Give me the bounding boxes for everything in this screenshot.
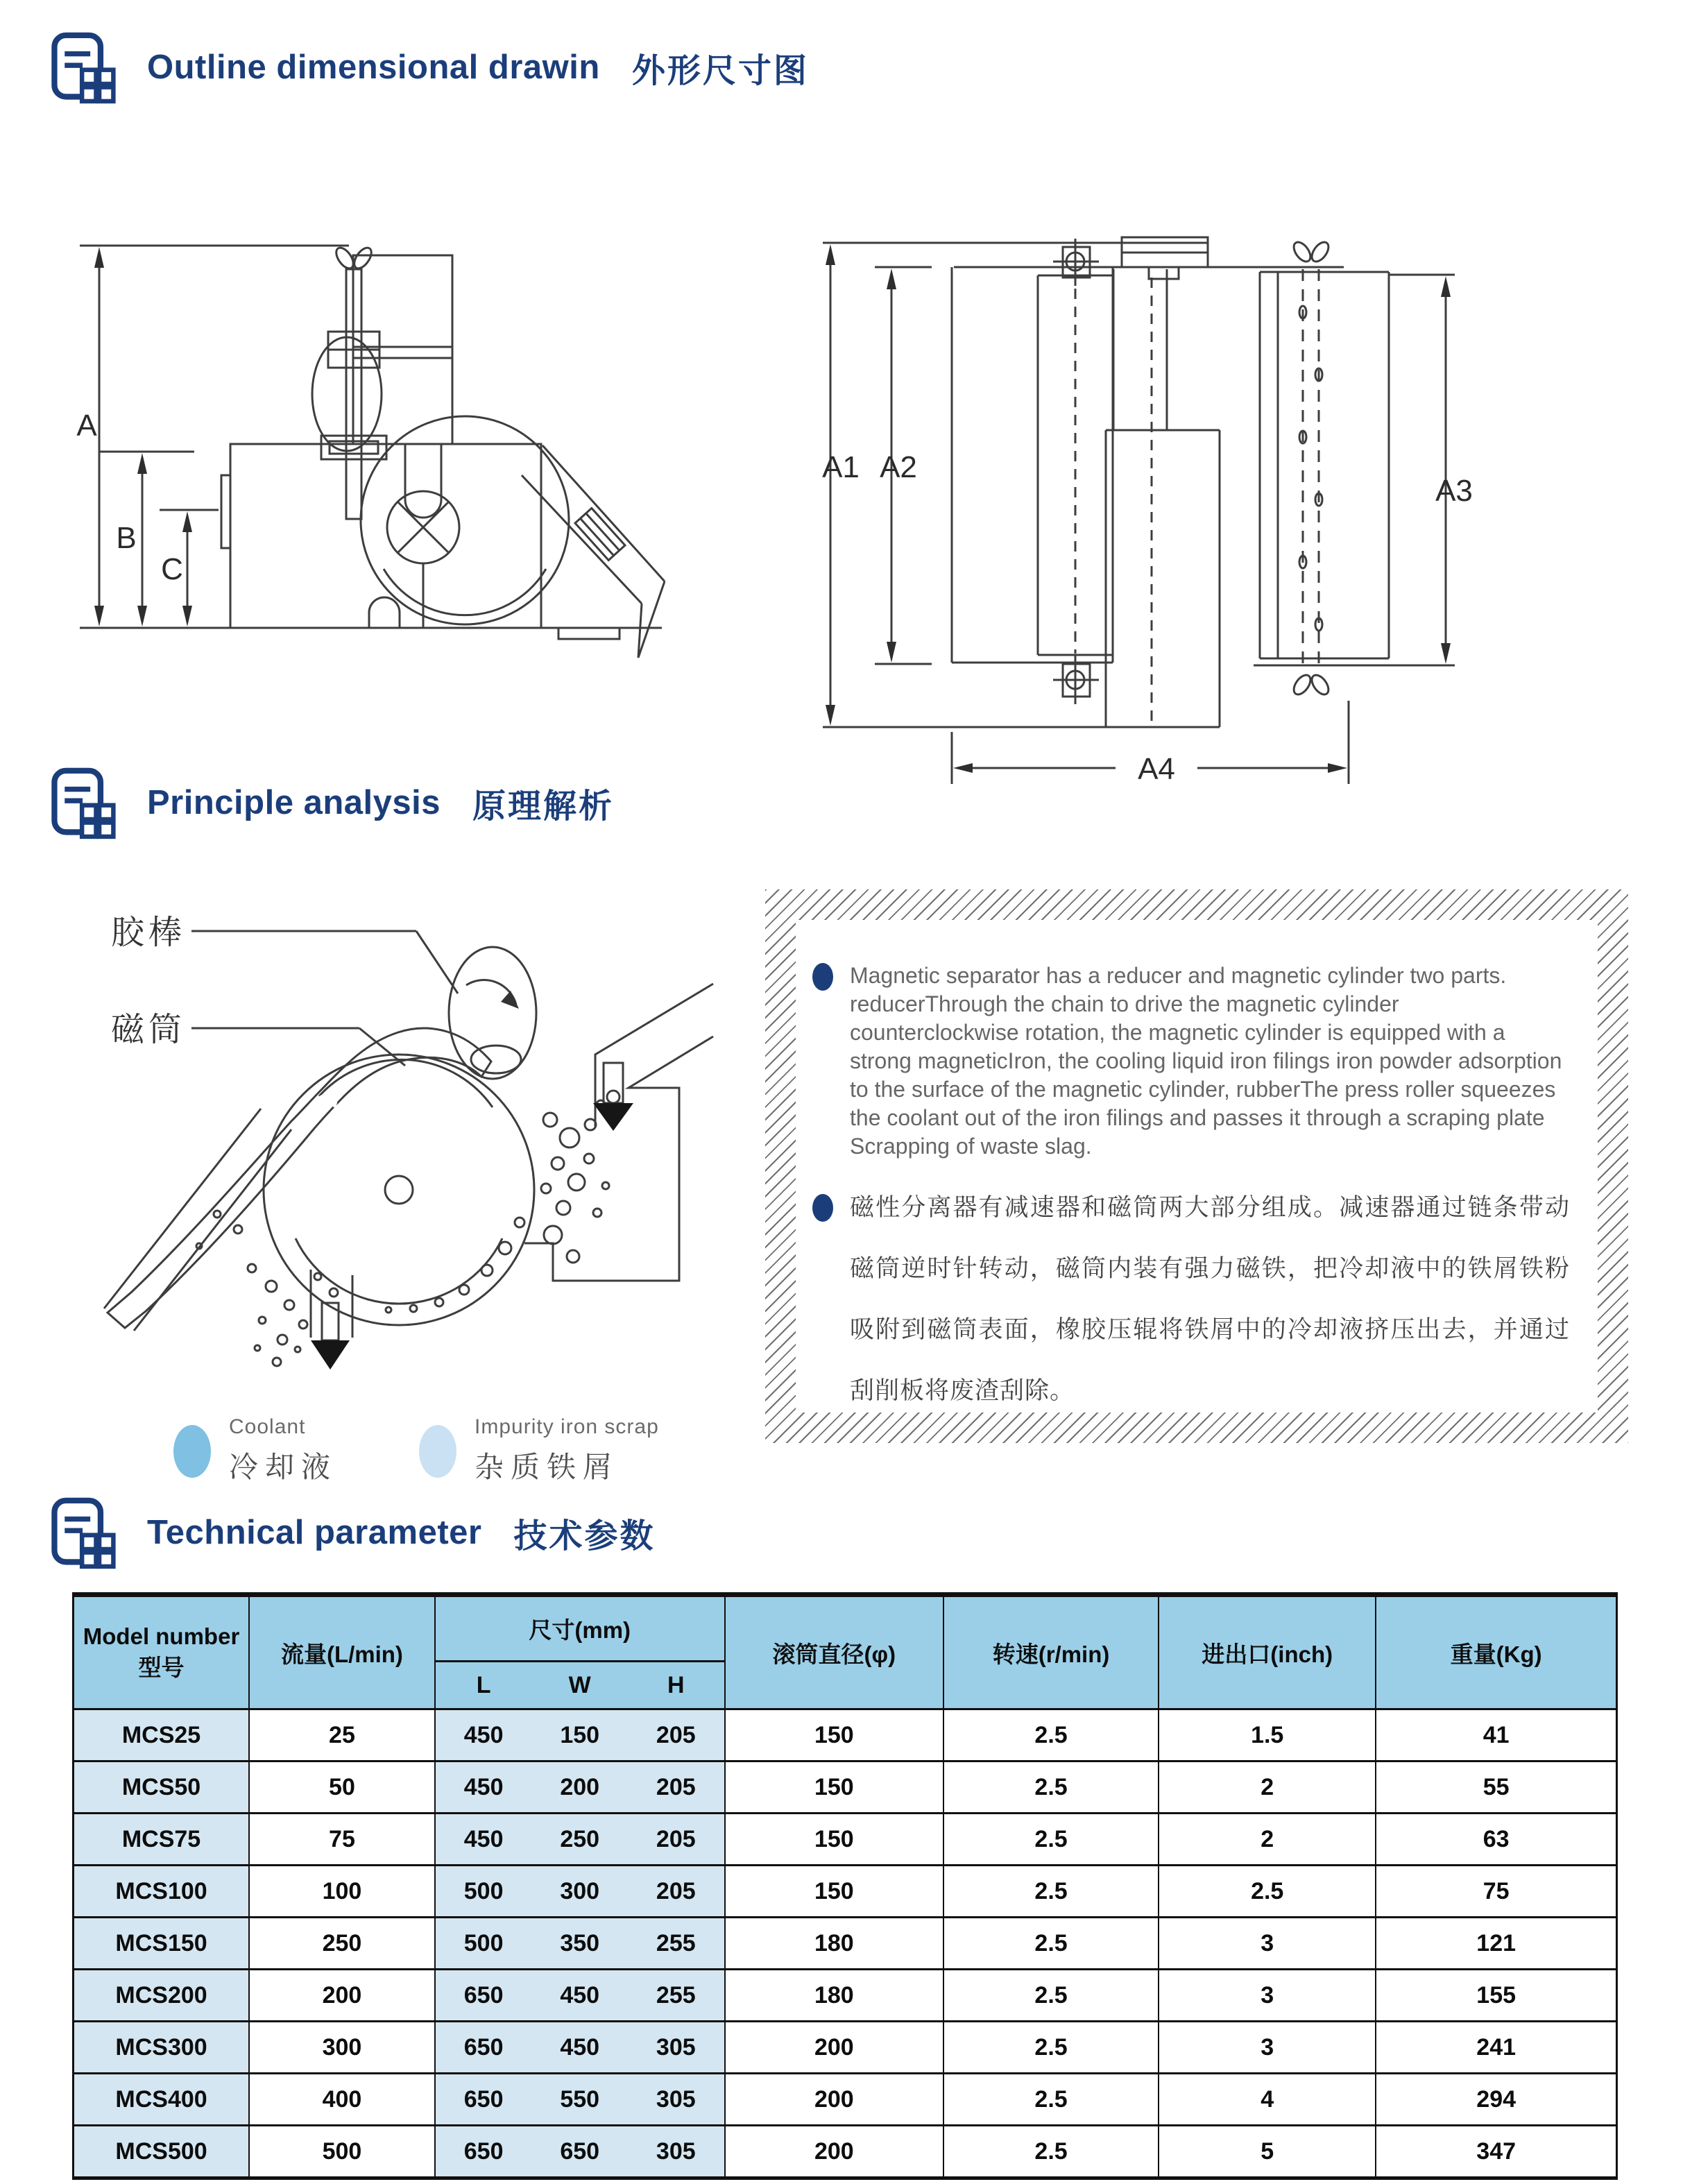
- cell-inlet: 2: [1158, 1814, 1375, 1864]
- legend-label-en: Impurity iron scrap: [475, 1415, 659, 1438]
- cell-weight: 241: [1375, 2022, 1616, 2072]
- table-row: [74, 1864, 1616, 1916]
- machine-front-body: [952, 237, 1401, 727]
- description-cn-row: [812, 1177, 1570, 1422]
- cell-size-l: 450: [463, 1825, 504, 1852]
- magnetic-drum-front: [1254, 272, 1401, 665]
- cell-size: [434, 1762, 724, 1812]
- dim-label-a3: A3: [1435, 474, 1473, 508]
- table-row: [74, 2124, 1616, 2176]
- cell-speed: 2.5: [943, 1814, 1158, 1864]
- dimension-C: [161, 511, 192, 626]
- cell-inlet: 5: [1158, 2126, 1375, 2176]
- header-model-cn: 型号: [138, 1655, 185, 1680]
- cell-size-w: 450: [560, 1981, 600, 2008]
- header-size-h: H: [667, 1671, 685, 1698]
- bullet-icon: [812, 1194, 833, 1222]
- magnetic-drum: [264, 1055, 534, 1325]
- cell-diameter: 200: [724, 2074, 943, 2124]
- cell-size-w: 300: [560, 1877, 600, 1904]
- table-row: [74, 1812, 1616, 1864]
- dimension-A2: [880, 268, 917, 663]
- cell-size: [434, 2022, 724, 2072]
- header-size-sub: [434, 1662, 724, 1708]
- dim-label-a1: A1: [822, 450, 860, 484]
- cell-size-w: 650: [560, 2138, 600, 2165]
- header-model-en: Model number: [83, 1623, 240, 1650]
- table-row: [74, 1708, 1616, 1760]
- dim-label-a: A: [76, 409, 97, 443]
- description-en-row: [812, 962, 1570, 1161]
- cell-size: [434, 2074, 724, 2124]
- cell-flow: 100: [248, 1866, 434, 1916]
- cell-flow: 25: [248, 1710, 434, 1760]
- impurity-dot-icon: [419, 1425, 456, 1478]
- cell-size: [434, 1710, 724, 1760]
- cell-flow: 250: [248, 1918, 434, 1968]
- cell-size-l: 650: [463, 2138, 504, 2165]
- cell-flow: 500: [248, 2126, 434, 2176]
- cell-model: MCS300: [74, 2022, 248, 2072]
- machine-side-body: [221, 245, 665, 658]
- front-view-dimensional-drawing: [791, 229, 1492, 784]
- header-model: [74, 1597, 248, 1708]
- callout-magnetic-drum: 磁筒: [111, 1012, 187, 1048]
- cell-size-w: 200: [560, 1773, 600, 1800]
- cell-size-h: 255: [656, 1981, 696, 2008]
- cell-size: [434, 2126, 724, 2176]
- technical-parameter-table: [72, 1592, 1618, 2180]
- bullet-icon: [812, 963, 833, 991]
- document-grid-icon: [50, 31, 117, 104]
- header-drum-diameter: 滚筒直径(φ): [724, 1597, 943, 1708]
- cell-model: MCS75: [74, 1814, 248, 1864]
- cell-model: MCS100: [74, 1866, 248, 1916]
- header-size-l: L: [476, 1671, 491, 1698]
- bolt-top: [1053, 239, 1099, 286]
- table-header: [74, 1597, 1616, 1708]
- legend-label-en: Coolant: [229, 1415, 306, 1438]
- cell-size-h: 305: [656, 2138, 696, 2165]
- chain-tensioner: [312, 245, 386, 519]
- cell-size: [434, 1814, 724, 1864]
- cell-speed: 2.5: [943, 1918, 1158, 1968]
- scraper-incline: [104, 1109, 261, 1308]
- wing-nut-icon: [1290, 239, 1313, 264]
- dim-label-c: C: [161, 552, 183, 586]
- cell-inlet: 2: [1158, 1762, 1375, 1812]
- cell-model: MCS25: [74, 1710, 248, 1760]
- section-header-principle: [50, 766, 614, 839]
- dim-label-b: B: [116, 521, 137, 555]
- cell-weight: 347: [1375, 2126, 1616, 2176]
- dimension-A: [76, 247, 104, 626]
- rubber-roller: [449, 947, 536, 1079]
- callout-rubber-roller: 胶棒: [111, 914, 187, 951]
- cell-diameter: 200: [724, 2022, 943, 2072]
- cell-size-h: 205: [656, 1721, 696, 1748]
- cell-inlet: 2.5: [1158, 1866, 1375, 1916]
- cell-size-h: 205: [656, 1877, 696, 1904]
- description-box-inner: [796, 920, 1598, 1413]
- cell-flow: 400: [248, 2074, 434, 2124]
- header-speed: 转速(r/min): [943, 1597, 1158, 1708]
- cell-speed: 2.5: [943, 1970, 1158, 2020]
- cell-size-l: 650: [463, 2085, 504, 2113]
- legend: [173, 1415, 659, 1486]
- drive-chain: [1290, 239, 1331, 697]
- cell-weight: 41: [1375, 1710, 1616, 1760]
- cell-size: [434, 1918, 724, 1968]
- cell-flow: 300: [248, 2022, 434, 2072]
- cell-inlet: 3: [1158, 1970, 1375, 2020]
- cell-size-h: 205: [656, 1773, 696, 1800]
- cell-diameter: 150: [724, 1710, 943, 1760]
- section-title-cn: 技术参数: [513, 1517, 656, 1555]
- cell-size-l: 650: [463, 1981, 504, 2008]
- cell-inlet: 4: [1158, 2074, 1375, 2124]
- cell-inlet: 1.5: [1158, 1710, 1375, 1760]
- drum-circle: [361, 416, 569, 624]
- cell-weight: 294: [1375, 2074, 1616, 2124]
- dim-label-a4: A4: [1138, 752, 1175, 784]
- cell-inlet: 3: [1158, 2022, 1375, 2072]
- cell-size-h: 305: [656, 2033, 696, 2061]
- dim-label-a2: A2: [880, 450, 917, 484]
- cell-size-h: 305: [656, 2085, 696, 2113]
- section-title-cn: 原理解析: [472, 787, 615, 825]
- cell-size-w: 550: [560, 2085, 600, 2113]
- cell-flow: 200: [248, 1970, 434, 2020]
- cell-size-l: 650: [463, 2033, 504, 2061]
- table-row: [74, 2020, 1616, 2072]
- legend-item-impurity: [419, 1415, 659, 1486]
- table-body: [74, 1708, 1616, 2176]
- table-row: [74, 1968, 1616, 2020]
- section-header-outline: [50, 31, 809, 104]
- cell-speed: 2.5: [943, 1762, 1158, 1812]
- cell-speed: 2.5: [943, 1866, 1158, 1916]
- table-row: [74, 2072, 1616, 2124]
- discharge-chute: [522, 445, 665, 658]
- cell-weight: 63: [1375, 1814, 1616, 1864]
- cell-model: MCS150: [74, 1918, 248, 1968]
- description-cn: 磁性分离器有减速器和磁筒两大部分组成。减速器通过链条带动磁筒逆时针转动，磁筒内装有强力磁铁，把冷却液中的铁屑铁粉吸附到磁筒表面，橡胶压辊将铁屑中的冷却液挤压出去，并通过刮削板将废渣刮除。: [850, 1194, 1570, 1404]
- cell-weight: 121: [1375, 1918, 1616, 1968]
- cell-diameter: 150: [724, 1814, 943, 1864]
- drum-axle: [385, 1176, 413, 1204]
- cell-diameter: 150: [724, 1762, 943, 1812]
- principle-diagram: [42, 888, 735, 1381]
- cell-speed: 2.5: [943, 2126, 1158, 2176]
- dimension-A4: [952, 701, 1349, 784]
- cell-inlet: 3: [1158, 1918, 1375, 1968]
- cell-size-w: 350: [560, 1929, 600, 1956]
- header-weight: 重量(Kg): [1375, 1597, 1616, 1708]
- table-row: [74, 1916, 1616, 1968]
- cell-size: [434, 1866, 724, 1916]
- cell-diameter: 180: [724, 1918, 943, 1968]
- legend-label-cn: 杂质铁屑: [475, 1451, 620, 1483]
- header-size: 尺寸(mm): [434, 1597, 724, 1662]
- cell-size-w: 450: [560, 2033, 600, 2061]
- section-title-en: Principle analysis: [147, 784, 441, 821]
- description-en: Magnetic separator has a reducer and magnetic cylinder two parts. reducerThrough the chain to drive the magnetic cylinder counterclockwise rotation, the magnetic cylinder is equipped with a strong magneticIron, the cooling liquid iron filings iron powder adsorption to the surface of the magnetic cylinder, rubberThe press roller squeezes the coolant out of the iron filings and passes it through a scraping plate Scrapping of waste slag.: [850, 963, 1562, 1159]
- header-flow: 流量(L/min): [248, 1597, 434, 1708]
- dimension-B: [116, 453, 147, 626]
- description-box: [765, 889, 1628, 1443]
- cell-speed: 2.5: [943, 1710, 1158, 1760]
- dimension-A3: [1435, 276, 1473, 664]
- cell-speed: 2.5: [943, 2074, 1158, 2124]
- cell-weight: 75: [1375, 1866, 1616, 1916]
- dimension-A1: [822, 244, 860, 726]
- cell-flow: 50: [248, 1762, 434, 1812]
- cell-flow: 75: [248, 1814, 434, 1864]
- cell-diameter: 200: [724, 2126, 943, 2176]
- cell-size: [434, 1970, 724, 2020]
- side-view-dimensional-drawing: [49, 208, 715, 666]
- cell-size-h: 205: [656, 1825, 696, 1852]
- cell-size-w: 150: [560, 1721, 600, 1748]
- section-header-technical: [50, 1496, 655, 1569]
- cell-model: MCS200: [74, 1970, 248, 2020]
- legend-item-coolant: [173, 1415, 337, 1486]
- document-grid-icon: [50, 766, 117, 839]
- cell-size-l: 500: [463, 1877, 504, 1904]
- section-title-en: Outline dimensional drawin: [147, 49, 600, 86]
- legend-label-cn: 冷却液: [229, 1451, 338, 1483]
- section-title-en: Technical parameter: [147, 1514, 482, 1551]
- cell-weight: 55: [1375, 1762, 1616, 1812]
- cell-model: MCS50: [74, 1762, 248, 1812]
- cell-size-l: 450: [463, 1773, 504, 1800]
- table-row: [74, 1760, 1616, 1812]
- cell-model: MCS400: [74, 2074, 248, 2124]
- cell-size-l: 450: [463, 1721, 504, 1748]
- header-inlet-outlet: 进出口(inch): [1158, 1597, 1375, 1708]
- cell-speed: 2.5: [943, 2022, 1158, 2072]
- cell-size-w: 250: [560, 1825, 600, 1852]
- cell-model: MCS500: [74, 2126, 248, 2176]
- cell-diameter: 180: [724, 1970, 943, 2020]
- wing-nut-icon: [1290, 672, 1313, 697]
- header-size-w: W: [568, 1671, 591, 1698]
- cell-size-h: 255: [656, 1929, 696, 1956]
- cell-size-l: 500: [463, 1929, 504, 1956]
- cell-weight: 155: [1375, 1970, 1616, 2020]
- section-title-cn: 外形尺寸图: [631, 52, 809, 89]
- document-grid-icon: [50, 1496, 117, 1569]
- cell-diameter: 150: [724, 1866, 943, 1916]
- coolant-dot-icon: [173, 1425, 211, 1478]
